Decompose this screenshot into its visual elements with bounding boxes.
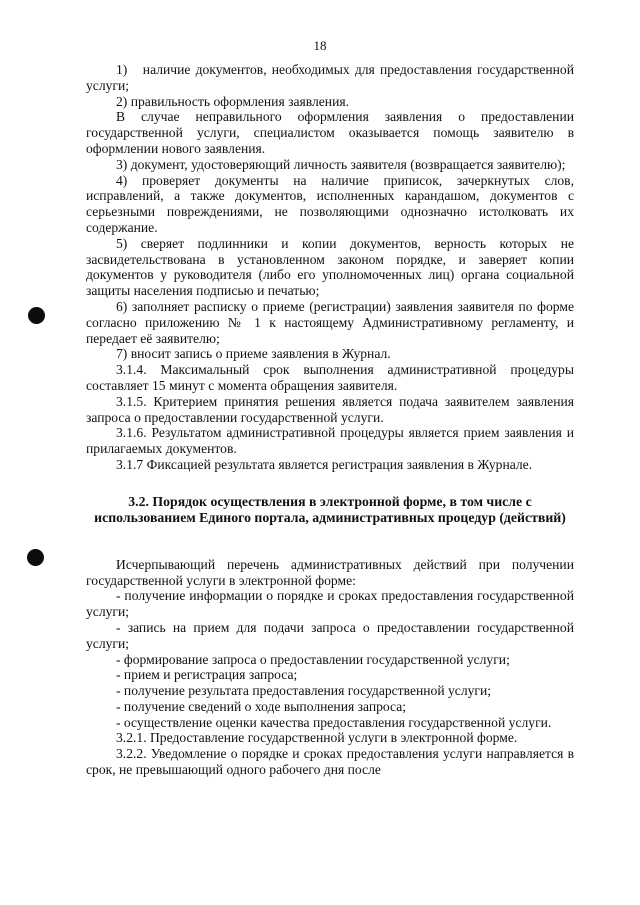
paragraph: 3.2.2. Уведомление о порядке и сроках предоставления услуги направляется в срок, не превышающий одного рабочего дня после: [86, 746, 574, 778]
list-item: - осуществление оценки качества предоставления государственной услуги.: [116, 714, 552, 730]
page-number: 18: [313, 38, 327, 53]
paragraph: 3.1.5. Критерием принятия решения является подача заявителем заявления запроса о предоставлении государственной услуги.: [86, 393, 574, 425]
paragraph: 6) заполняет расписку о приеме (регистрации) заявления заявителя по форме согласно приложению № 1 к настоящему Административному регламенту, и передает её заявителю;: [86, 298, 574, 346]
list-item: - получение информации о порядке и сроках предоставления государственной услуги;: [86, 588, 574, 620]
list-item: - получение результата предоставления государственной услуги;: [116, 683, 492, 699]
paragraph: 1) наличие документов, необходимых для предоставления государственной услуги;: [86, 62, 574, 93]
paragraph: 3.1.4. Максимальный срок выполнения административной процедуры составляет 15 минут с момента обращения заявителя.: [86, 362, 574, 393]
paragraph: Исчерпывающий перечень административных действий при получении государственной услуги в электронной форме:: [86, 556, 574, 588]
list-item: - запись на прием для подачи запроса о предоставлении государственной услуги;: [86, 619, 574, 651]
section-spacer: [86, 526, 574, 557]
binder-hole-top: [28, 307, 45, 324]
list-item: - прием и регистрация запроса;: [116, 667, 298, 683]
paragraph: В случае неправильного оформления заявления о предоставлении государственной услуги, специалистом оказывается помощь заявителю в оформлении нового заявления.: [86, 109, 574, 156]
paragraph: 7) вносит запись о приеме заявления в Журнал.: [116, 346, 391, 362]
page-body: [86, 62, 574, 778]
paragraph: 3) документ, удостоверяющий личность заявителя (возвращается заявителю);: [116, 156, 566, 172]
paragraph: 3.1.7 Фиксацией результата является регистрация заявления в Журнале.: [116, 456, 533, 472]
binder-hole-bottom: [27, 549, 44, 566]
paragraph: 3.1.6. Результатом административной процедуры является прием заявления и прилагаемых документов.: [86, 425, 574, 457]
section-heading: 3.2. Порядок осуществления в электронной форме, в том числе с использованием Единого портала, административных процедур (действий): [94, 493, 566, 525]
paragraph: 2) правильность оформления заявления.: [116, 93, 350, 109]
paragraph: 4) проверяет документы на наличие приписок, зачеркнутых слов, исправлений, а также документов, исполненных карандашом, документов с серьезными повреждениями, не позволяющими однозначно истолковать их содержание.: [86, 172, 574, 235]
list-item: - получение сведений о ходе выполнения запроса;: [116, 698, 407, 714]
list-item: - формирование запроса о предоставлении государственной услуги;: [116, 651, 510, 667]
paragraph: 3.2.1. Предоставление государственной услуги в электронной форме.: [116, 730, 518, 746]
paragraph: 5) сверяет подлинники и копии документов, верность которых не засвидетельствована в установленном законом порядке, и заверяет копии документов у руководителя (либо его уполномоченных лиц) органа социальной защиты населения подписью и печатью;: [86, 235, 574, 299]
